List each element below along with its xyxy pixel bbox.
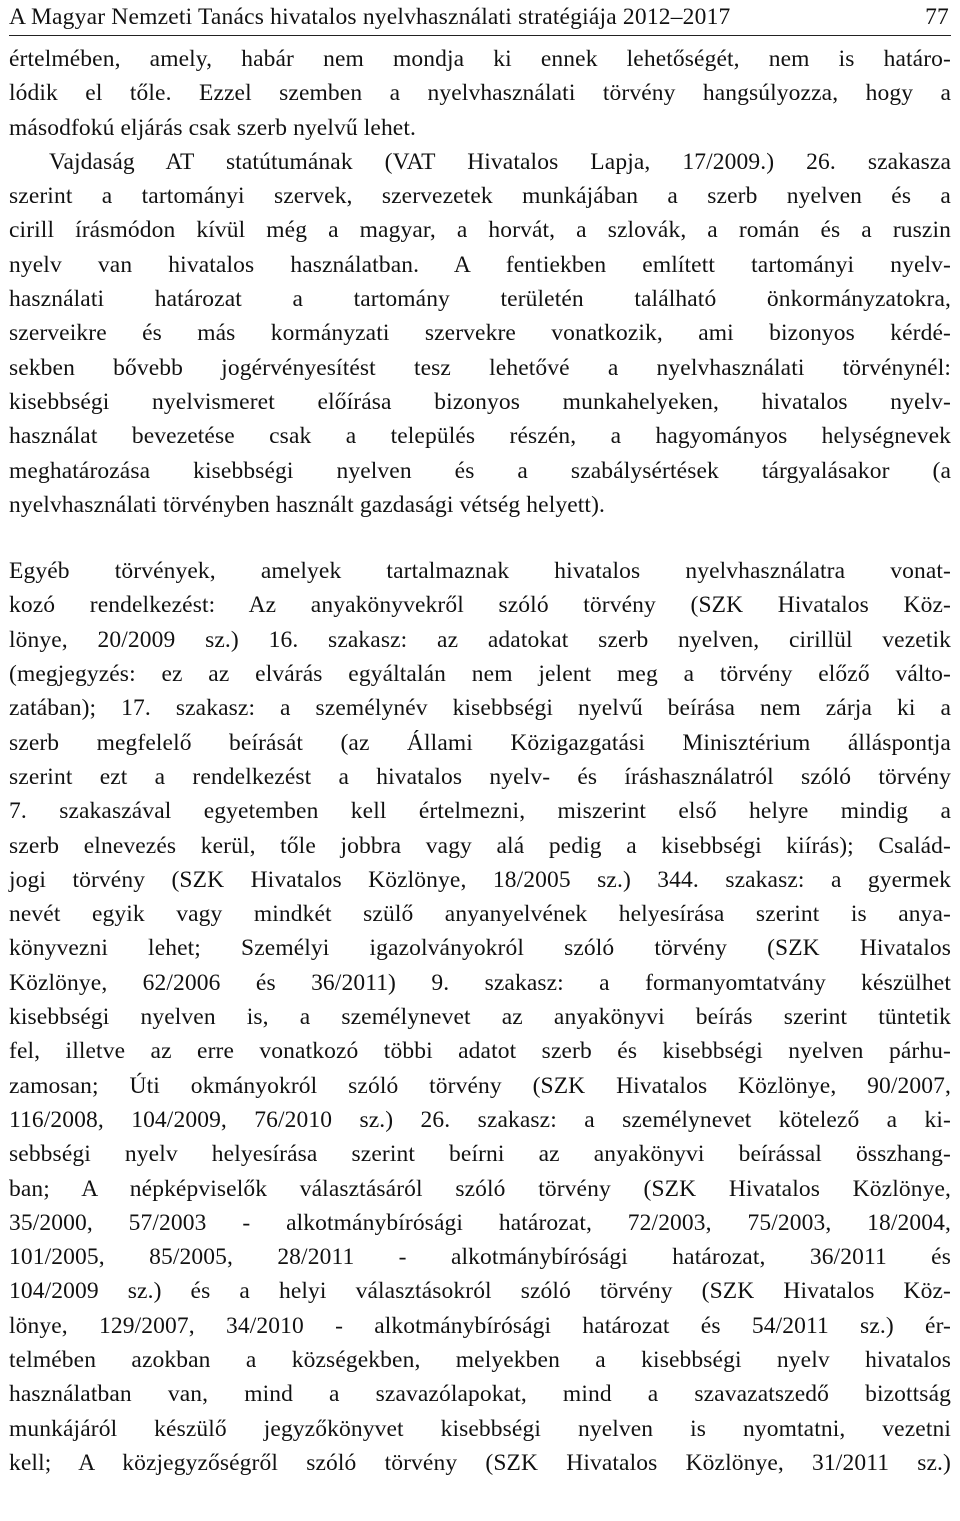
page-number: 77 — [925, 4, 949, 30]
text-line: fel, illetve az erre vonatkozó többi adatot szerb és kisebbségi nyelven párhu- — [9, 1038, 951, 1065]
text-line: használatban van, mind a szavazólapokat, mind a szavazatszedő bizottság — [9, 1381, 951, 1408]
text-line: munkájáról készülő jegyzőkönyvet kisebbségi nyelven is nyomtatni, vezetni — [9, 1415, 951, 1442]
text-line: lönye, 129/2007, 34/2010 - alkotmánybírósági határozat és 54/2011 sz.) ér- — [9, 1312, 951, 1339]
text-line: kisebbségi nyelvismeret előírása bizonyos munkahelyeken, hivatalos nyelv- — [9, 388, 951, 415]
running-header — [9, 0, 951, 36]
text-line: kozó rendelkezést: Az anyakönyvekről szóló törvény (SZK Hivatalos Köz- — [9, 592, 951, 619]
text-line: 7. szakaszával egyetemben kell értelmezni, miszerint első helyre mindig a — [9, 798, 951, 825]
text-line: értelmében, amely, habár nem mondja ki ennek lehetőségét, nem is határo- — [9, 46, 951, 72]
text-line: Vajdaság AT statútumának (VAT Hivatalos Lapja, 17/2009.) 26. szakasza — [49, 148, 951, 175]
text-line: zatában); 17. szakasz: a személynév kisebbségi nyelvű beírása nem zárja ki a — [9, 695, 951, 722]
text-line: lódik el tőle. Ezzel szemben a nyelvhasználati törvény hangsúlyozza, hogy a — [9, 80, 951, 107]
text-line: jogi törvény (SZK Hivatalos Közlönye, 18/2005 sz.) 344. szakasz: a gyermek — [9, 866, 951, 893]
text-line: sebbségi nyelv helyesírása szerint beírni az anyakönyvi beírással összhang- — [9, 1141, 951, 1168]
document-body — [9, 42, 951, 1480]
text-line: meghatározása kisebbségi nyelven és a szabálysértések tárgyalásakor (a — [9, 457, 951, 484]
paragraph-egyeb-torvenyek — [9, 554, 951, 1480]
text-line: Közlönye, 62/2006 és 36/2011) 9. szakasz: a formanyomtatvány készülhet — [9, 969, 951, 996]
text-line: kisebbségi nyelven is, a személynevet az anyakönyvi beírás szerint tüntetik — [9, 1004, 951, 1031]
text-line: szerb megfelelő beírását (az Állami Közigazgatási Minisztérium álláspontja — [9, 729, 951, 756]
text-line: szerb elnevezés kerül, tőle jobbra vagy alá pedig a kisebbségi kiírás); Család- — [9, 832, 951, 859]
text-line: másodfokú eljárás csak szerb nyelvű lehet. — [9, 114, 417, 141]
text-line: 35/2000, 57/2003 - alkotmánybírósági határozat, 72/2003, 75/2003, 18/2004, — [9, 1209, 951, 1236]
text-line: szerint a tartományi szervek, szervezetek munkájában a szerb nyelven és a — [9, 183, 951, 210]
text-line: telmében azokban a községekben, melyekben a kisebbségi nyelv hivatalos — [9, 1346, 951, 1373]
text-line: szerint ezt a rendelkezést a hivatalos nyelv- és íráshasználatról szóló törvény — [9, 763, 951, 790]
paragraph-nyelvhasznalati-tv — [9, 42, 951, 522]
text-line: használat bevezetése csak a település részén, a hagyományos helységnevek — [9, 423, 951, 450]
text-line: 104/2009 sz.) és a helyi választásokról szóló törvény (SZK Hivatalos Köz- — [9, 1278, 951, 1305]
text-line: 101/2005, 85/2005, 28/2011 - alkotmánybírósági határozat, 36/2011 és — [9, 1244, 951, 1271]
text-line: ban; A népképviselők választásáról szóló törvény (SZK Hivatalos Közlönye, — [9, 1175, 951, 1202]
text-line: használati határozat a tartomány területén található önkormányzatokra, — [9, 286, 951, 313]
text-line: szerveikre és más kormányzati szervekre vonatkozik, ami bizonyos kérdé- — [9, 320, 951, 347]
text-line: lönye, 20/2009 sz.) 16. szakasz: az adatokat szerb nyelven, cirillül vezetik — [9, 626, 951, 653]
running-title: A Magyar Nemzeti Tanács hivatalos nyelvhasználati stratégiája 2012–2017 — [9, 4, 731, 30]
text-line: Egyéb törvények, amelyek tartalmaznak hivatalos nyelvhasználatra vonat- — [9, 558, 951, 585]
text-line: nevét egyik vagy mindkét szülő anyanyelvének helyesírása szerint is anya- — [9, 901, 951, 928]
text-line: cirill írásmódon kívül még a magyar, a horvát, a szlovák, a román és a ruszin — [9, 217, 951, 244]
text-line: 116/2008, 104/2009, 76/2010 sz.) 26. szakasz: a személynevet kötelező a ki- — [9, 1106, 951, 1133]
text-line: nyelv van hivatalos használatban. A fentiekben említett tartományi nyelv- — [9, 251, 951, 278]
text-line: (megjegyzés: ez az elvárás egyáltalán nem jelent meg a törvény előző válto- — [9, 661, 951, 688]
text-line: kell; A közjegyzőségről szóló törvény (SZK Hivatalos Közlönye, 31/2011 sz.) — [9, 1449, 951, 1476]
text-line: könyvezni lehet; Személyi igazolványokról szóló törvény (SZK Hivatalos — [9, 935, 951, 962]
text-line: zamosan; Úti okmányokról szóló törvény (SZK Hivatalos Közlönye, 90/2007, — [9, 1072, 951, 1099]
text-line: nyelvhasználati törvényben használt gazdasági vétség helyett). — [9, 491, 606, 518]
text-line: sekben bővebb jogérvényesítést tesz lehetővé a nyelvhasználati törvénynél: — [9, 354, 951, 381]
